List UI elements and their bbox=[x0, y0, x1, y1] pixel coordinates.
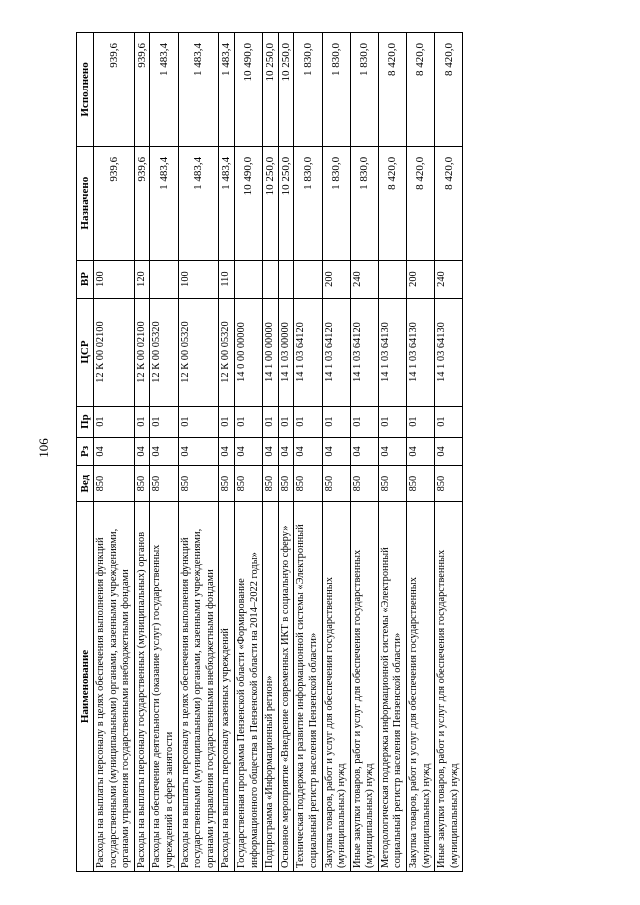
cell-pr: 01 bbox=[219, 406, 235, 437]
cell-assigned: 1 830,0 bbox=[322, 146, 350, 260]
cell-ved: 850 bbox=[350, 466, 378, 502]
cell-name: Иные закупки товаров, работ и услуг для обеспечения государственных (муниципальных) нужд bbox=[435, 501, 463, 871]
table-row bbox=[219, 33, 235, 872]
cell-rz: 04 bbox=[134, 437, 150, 466]
cell-vr: 110 bbox=[219, 260, 235, 298]
cell-assigned: 10 490,0 bbox=[234, 146, 262, 260]
cell-assigned: 1 830,0 bbox=[294, 146, 322, 260]
cell-assigned: 10 250,0 bbox=[263, 146, 279, 260]
cell-vr: 200 bbox=[407, 260, 435, 298]
cell-vr bbox=[378, 260, 406, 298]
cell-assigned: 8 420,0 bbox=[435, 146, 463, 260]
cell-ved: 850 bbox=[263, 466, 279, 502]
cell-csr: 14 1 03 64130 bbox=[378, 298, 406, 406]
cell-vr: 100 bbox=[94, 260, 135, 298]
cell-rz: 04 bbox=[219, 437, 235, 466]
cell-executed: 10 490,0 bbox=[234, 33, 262, 147]
cell-vr bbox=[263, 260, 279, 298]
cell-csr: 12 К 00 05320 bbox=[150, 298, 178, 406]
cell-ved: 850 bbox=[278, 466, 294, 502]
cell-pr: 01 bbox=[435, 406, 463, 437]
cell-name: Иные закупки товаров, работ и услуг для обеспечения государственных (муниципальных) нужд bbox=[350, 501, 378, 871]
cell-name: Расходы на выплаты персоналу государственных (муниципальных) органов bbox=[134, 501, 150, 871]
header-pr: Пр bbox=[77, 406, 94, 437]
cell-pr: 01 bbox=[407, 406, 435, 437]
cell-csr: 14 1 03 64120 bbox=[322, 298, 350, 406]
cell-pr: 01 bbox=[234, 406, 262, 437]
cell-executed: 8 420,0 bbox=[378, 33, 406, 147]
cell-assigned: 8 420,0 bbox=[378, 146, 406, 260]
cell-rz: 04 bbox=[378, 437, 406, 466]
cell-vr: 200 bbox=[322, 260, 350, 298]
cell-pr: 01 bbox=[378, 406, 406, 437]
cell-executed: 1 483,4 bbox=[219, 33, 235, 147]
cell-ved: 850 bbox=[435, 466, 463, 502]
cell-executed: 1 483,4 bbox=[150, 33, 178, 147]
page-number: 106 bbox=[35, 438, 51, 458]
cell-pr: 01 bbox=[94, 406, 135, 437]
cell-rz: 04 bbox=[178, 437, 219, 466]
cell-vr bbox=[150, 260, 178, 298]
cell-rz: 04 bbox=[263, 437, 279, 466]
cell-executed: 1 830,0 bbox=[322, 33, 350, 147]
cell-name: Подпрограмма «Информационный регион» bbox=[263, 501, 279, 871]
cell-vr: 120 bbox=[134, 260, 150, 298]
budget-table bbox=[76, 32, 463, 872]
cell-csr: 12 К 00 05320 bbox=[219, 298, 235, 406]
cell-executed: 1 830,0 bbox=[350, 33, 378, 147]
header-rz: Рз bbox=[77, 437, 94, 466]
cell-executed: 939,6 bbox=[134, 33, 150, 147]
cell-csr: 14 1 00 00000 bbox=[263, 298, 279, 406]
table-row bbox=[263, 33, 279, 872]
table-row bbox=[378, 33, 406, 872]
cell-name: Техническая поддержка и развитие информационной системы «Электронный социальный регистр населения Пензенской области» bbox=[294, 501, 322, 871]
cell-executed: 8 420,0 bbox=[407, 33, 435, 147]
cell-vr bbox=[234, 260, 262, 298]
cell-ved: 850 bbox=[234, 466, 262, 502]
cell-assigned: 939,6 bbox=[134, 146, 150, 260]
rotated-table-wrapper bbox=[76, 32, 612, 872]
cell-name: Закупка товаров, работ и услуг для обеспечения государственных (муниципальных) нужд bbox=[322, 501, 350, 871]
cell-name: Расходы на выплаты персоналу в целях обеспечения выполнения функций государственными (муниципальными) органами, казенными учреждениями, органами управления государственными внебюджетными фондами bbox=[94, 501, 135, 871]
cell-csr: 12 К 00 02100 bbox=[134, 298, 150, 406]
cell-csr: 14 1 03 00000 bbox=[278, 298, 294, 406]
cell-name: Основное мероприятие «Внедрение современных ИКТ в социальную сферу» bbox=[278, 501, 294, 871]
cell-rz: 04 bbox=[94, 437, 135, 466]
cell-executed: 939,6 bbox=[94, 33, 135, 147]
cell-assigned: 8 420,0 bbox=[407, 146, 435, 260]
cell-assigned: 1 483,4 bbox=[219, 146, 235, 260]
table-row bbox=[94, 33, 135, 872]
table-row bbox=[350, 33, 378, 872]
header-executed: Исполнено bbox=[77, 33, 94, 147]
table-row bbox=[178, 33, 219, 872]
cell-name: Методологическая поддержка информационной системы «Электронный социальный регистр населения Пензенской области» bbox=[378, 501, 406, 871]
cell-ved: 850 bbox=[134, 466, 150, 502]
cell-rz: 04 bbox=[234, 437, 262, 466]
cell-vr bbox=[294, 260, 322, 298]
cell-rz: 04 bbox=[150, 437, 178, 466]
cell-csr: 14 1 03 64120 bbox=[350, 298, 378, 406]
table-row bbox=[407, 33, 435, 872]
table-row bbox=[322, 33, 350, 872]
cell-name: Расходы на обеспечение деятельности (оказание услуг) государственных учреждений в сфере занятости bbox=[150, 501, 178, 871]
header-vr: ВР bbox=[77, 260, 94, 298]
cell-rz: 04 bbox=[294, 437, 322, 466]
cell-rz: 04 bbox=[350, 437, 378, 466]
cell-ved: 850 bbox=[407, 466, 435, 502]
table-row bbox=[134, 33, 150, 872]
cell-csr: 14 0 00 00000 bbox=[234, 298, 262, 406]
cell-rz: 04 bbox=[278, 437, 294, 466]
cell-executed: 10 250,0 bbox=[278, 33, 294, 147]
table-row bbox=[435, 33, 463, 872]
cell-rz: 04 bbox=[322, 437, 350, 466]
cell-csr: 14 1 03 64120 bbox=[294, 298, 322, 406]
cell-assigned: 1 830,0 bbox=[350, 146, 378, 260]
cell-csr: 14 1 03 64130 bbox=[407, 298, 435, 406]
cell-pr: 01 bbox=[150, 406, 178, 437]
cell-executed: 10 250,0 bbox=[263, 33, 279, 147]
cell-csr: 12 К 00 05320 bbox=[178, 298, 219, 406]
cell-name: Расходы на выплаты персоналу в целях обеспечения выполнения функций государственными (муниципальными) органами, казенными учреждениями, органами управления государственными внебюджетными фондами bbox=[178, 501, 219, 871]
header-csr: ЦСР bbox=[77, 298, 94, 406]
cell-ved: 850 bbox=[219, 466, 235, 502]
cell-ved: 850 bbox=[322, 466, 350, 502]
cell-ved: 850 bbox=[294, 466, 322, 502]
cell-pr: 01 bbox=[178, 406, 219, 437]
cell-pr: 01 bbox=[322, 406, 350, 437]
cell-ved: 850 bbox=[150, 466, 178, 502]
cell-rz: 04 bbox=[407, 437, 435, 466]
cell-vr: 100 bbox=[178, 260, 219, 298]
cell-csr: 12 К 00 02100 bbox=[94, 298, 135, 406]
cell-pr: 01 bbox=[350, 406, 378, 437]
header-assigned: Назначено bbox=[77, 146, 94, 260]
cell-rz: 04 bbox=[435, 437, 463, 466]
table-row bbox=[278, 33, 294, 872]
cell-ved: 850 bbox=[378, 466, 406, 502]
cell-executed: 8 420,0 bbox=[435, 33, 463, 147]
table-row bbox=[150, 33, 178, 872]
cell-assigned: 1 483,4 bbox=[178, 146, 219, 260]
cell-csr: 14 1 03 64130 bbox=[435, 298, 463, 406]
header-ved: Вед bbox=[77, 466, 94, 502]
cell-pr: 01 bbox=[294, 406, 322, 437]
header-name: Наименование bbox=[77, 501, 94, 871]
cell-name: Закупка товаров, работ и услуг для обеспечения государственных (муниципальных) нужд bbox=[407, 501, 435, 871]
cell-executed: 1 830,0 bbox=[294, 33, 322, 147]
cell-assigned: 939,6 bbox=[94, 146, 135, 260]
cell-name: Государственная программа Пензенской области «Формирование информационного общества в Пензенской области на 2014–2022 годы» bbox=[234, 501, 262, 871]
cell-vr bbox=[278, 260, 294, 298]
cell-vr: 240 bbox=[350, 260, 378, 298]
table-row bbox=[234, 33, 262, 872]
cell-vr: 240 bbox=[435, 260, 463, 298]
table-row bbox=[294, 33, 322, 872]
cell-pr: 01 bbox=[278, 406, 294, 437]
cell-assigned: 10 250,0 bbox=[278, 146, 294, 260]
cell-name: Расходы на выплаты персоналу казенных учреждений bbox=[219, 501, 235, 871]
table-header-row bbox=[77, 33, 94, 872]
cell-pr: 01 bbox=[263, 406, 279, 437]
cell-executed: 1 483,4 bbox=[178, 33, 219, 147]
cell-pr: 01 bbox=[134, 406, 150, 437]
cell-ved: 850 bbox=[94, 466, 135, 502]
cell-ved: 850 bbox=[178, 466, 219, 502]
cell-assigned: 1 483,4 bbox=[150, 146, 178, 260]
